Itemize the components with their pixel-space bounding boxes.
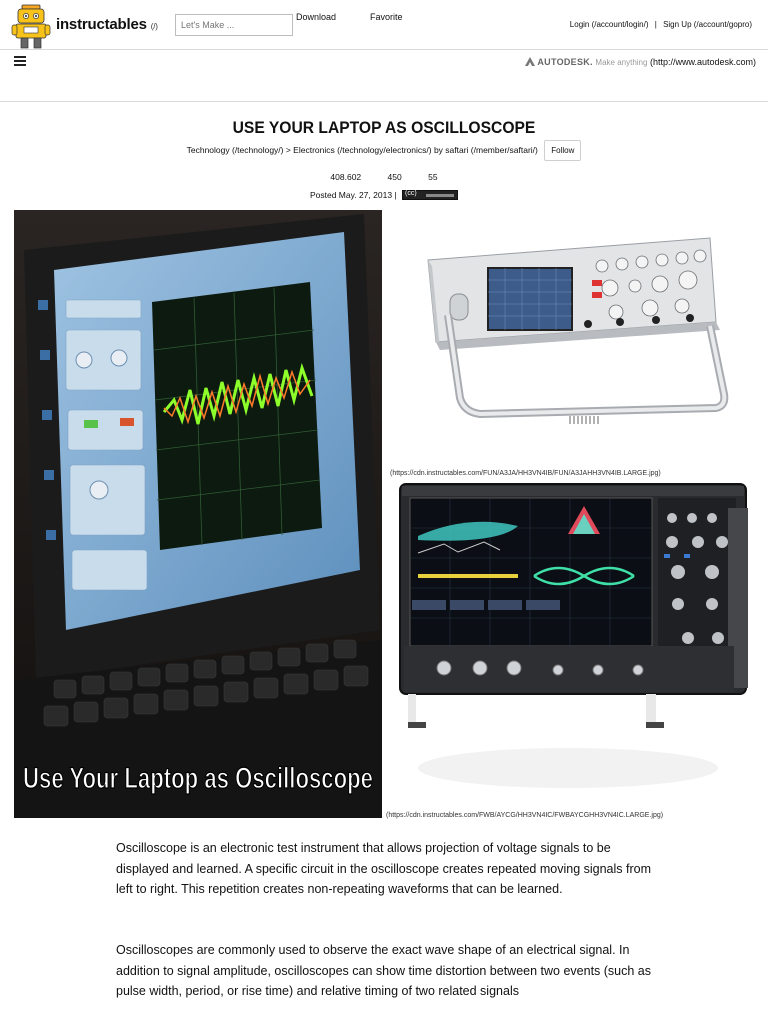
digital-oscilloscope-image[interactable] xyxy=(388,478,758,810)
breadcrumb xyxy=(0,140,768,161)
autodesk-link[interactable] xyxy=(525,57,756,67)
top-navigation-bar xyxy=(0,0,768,50)
breadcrumb-text[interactable]: Technology (/technology/) > Electronics (/technology/electronics/) by saftari (/member/saftari/) xyxy=(186,145,538,155)
nav-download-link[interactable]: Download xyxy=(296,12,337,22)
autodesk-logo-text: AUTODESK. xyxy=(537,57,593,67)
autodesk-logo-icon xyxy=(525,57,535,66)
posted-date-row xyxy=(0,190,768,200)
logo-url-suffix[interactable]: (/) xyxy=(150,22,158,31)
autodesk-tagline: Make anything xyxy=(595,58,648,67)
account-links-separator: | xyxy=(654,20,657,29)
instructables-robot-logo-icon[interactable] xyxy=(12,4,50,50)
comments-count: 55 xyxy=(428,172,438,182)
article-stats xyxy=(0,172,768,182)
account-links xyxy=(568,20,754,29)
article-paragraph-1: Oscilloscope is an electronic test instrument that allows projection of voltage signals to be displayed and learned. A specific circuit in the oscilloscope creates repeated moving signals from left to right. This repetition creates non-repeating waveforms that can be learned. xyxy=(116,841,652,896)
creative-commons-license-icon[interactable] xyxy=(402,190,458,200)
views-count: 408.602 xyxy=(330,172,362,182)
search-input[interactable] xyxy=(175,14,293,36)
login-link[interactable]: Login (/account/login/) xyxy=(569,20,649,29)
hamburger-menu-icon[interactable] xyxy=(14,56,26,66)
nav-favorite-link[interactable]: Favorite xyxy=(370,12,403,22)
analog-oscilloscope-image[interactable] xyxy=(420,230,740,455)
image-caption-2[interactable]: (https://cdn.instructables.com/FWB/AYCG/HH3VN4IC/FWBAYCGHH3VN4IC.LARGE.jpg) xyxy=(386,812,664,819)
follow-button[interactable]: Follow xyxy=(544,140,581,161)
favorites-count: 450 xyxy=(387,172,402,182)
site-logo-link[interactable] xyxy=(56,16,158,33)
article-paragraph-2: Oscilloscopes are commonly used to observe the exact wave shape of an electrical signal. In addition to signal amplitude, oscilloscopes can show time distortion between two events (such as pulse width, period, or rise time) and relative timing of two related signals xyxy=(116,943,652,998)
autodesk-url[interactable]: (http://www.autodesk.com) xyxy=(649,57,756,67)
article-title: USE YOUR LAPTOP AS OSCILLOSCOPE xyxy=(232,118,536,137)
logo-text[interactable]: instructables xyxy=(56,16,147,33)
laptop-oscilloscope-image[interactable] xyxy=(14,210,382,818)
laptop-image-overlay-text: Use Your Laptop as Oscilloscope xyxy=(23,762,373,795)
posted-date: Posted May. 27, 2013 xyxy=(309,190,393,200)
image-caption-1[interactable]: (https://cdn.instructables.com/FUN/A3JA/HH3VN4IB/FUN/A3JAHH3VN4IB.LARGE.jpg) xyxy=(390,470,661,477)
signup-link[interactable]: Sign Up (/account/gopro) xyxy=(663,20,752,29)
posted-separator: | xyxy=(394,190,397,200)
secondary-bar xyxy=(0,50,768,102)
